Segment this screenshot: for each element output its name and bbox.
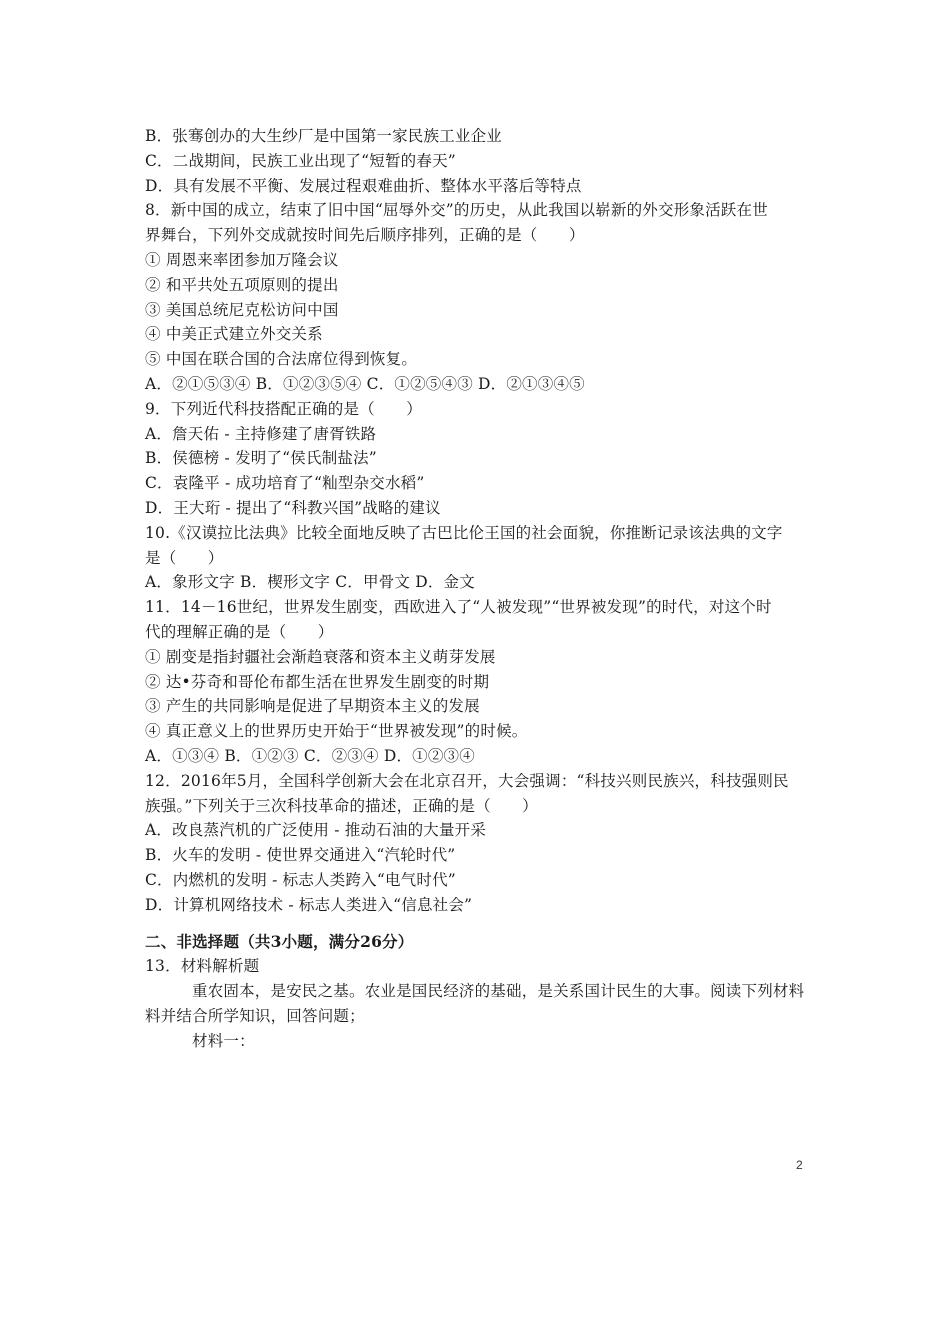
q11-item-3: ③ 产生的共同影响是促进了早期资本主义的发展 — [145, 697, 480, 716]
q9-option-d: D．王大珩 - 提出了“科教兴国”战略的建议 — [145, 498, 441, 517]
q8-stem: 8．新中国的成立，结束了旧中国“屈辱外交”的历史，从此我国以崭新的外交形象活跃在世 — [145, 201, 768, 220]
section-heading: 二、非选择题（共3小题，满分26分） — [145, 931, 414, 951]
q11-options: A．①③④ B．①②③ C．②③④ D．①②③④ — [145, 746, 475, 765]
q7-option-d: D．具有发展不平衡、发展过程艰难曲折、整体水平落后等特点 — [145, 176, 582, 195]
q8-item-4: ④ 中美正式建立外交关系 — [145, 325, 323, 344]
q8-item-2: ② 和平共处五项原则的提出 — [145, 275, 339, 294]
q13-intro: 重农固本，是安民之基。农业是国民经济的基础，是关系国计民生的大事。阅读下列材料 — [192, 982, 805, 1001]
q12-option-a: A．改良蒸汽机的广泛使用 - 推动石油的大量开采 — [145, 821, 487, 840]
q7-option-c: C．二战期间，民族工业出现了“短暂的春天” — [145, 151, 456, 170]
page-number: 2 — [796, 1158, 803, 1172]
q13-intro-cont: 料并结合所学知识，回答问题； — [145, 1006, 365, 1025]
q9-option-c: C．袁隆平 - 成功培育了“籼型杂交水稻” — [145, 474, 425, 493]
q8-item-1: ① 周恩来率团参加万隆会议 — [145, 250, 339, 269]
q9-stem: 9．下列近代科技搭配正确的是（ ） — [145, 399, 422, 418]
section-spacer — [145, 918, 815, 930]
q11-item-2: ② 达•芬奇和哥伦布都生活在世界发生剧变的时期 — [145, 672, 490, 691]
q12-stem: 12．2016年5月，全国科学创新大会在北京召开，大会强调：“科技兴则民族兴，科技强则民 — [145, 771, 789, 790]
q8-stem-cont: 界舞台，下列外交成就按时间先后顺序排列，正确的是（ ） — [145, 226, 585, 245]
q7-option-b: B．张骞创办的大生纱厂是中国第一家民族工业企业 — [145, 127, 502, 145]
q12-option-d: D．计算机网络技术 - 标志人类进入“信息社会” — [145, 895, 473, 914]
q8-item-5: ⑤ 中国在联合国的合法席位得到恢复。 — [145, 350, 418, 369]
q10-stem-cont: 是（ ） — [145, 548, 224, 567]
q11-item-1: ① 剧变是指封疆社会渐趋衰落和资本主义萌芽发展 — [145, 647, 496, 666]
q13-material-label: 材料一： — [192, 1031, 255, 1050]
q9-option-a: A．詹天佑 - 主持修建了唐胥铁路 — [145, 424, 377, 443]
q11-stem: 11．14－16世纪，世界发生剧变，西欧进入了“人被发现”“世界被发现”的时代，对这个时 — [145, 598, 772, 617]
q11-stem-cont: 代的理解正确的是（ ） — [145, 622, 334, 641]
q8-item-3: ③ 美国总统尼克松访问中国 — [145, 300, 339, 319]
q10-options: A．象形文字 B．楔形文字 C．甲骨文 D．金文 — [145, 573, 475, 592]
q9-option-b: B．侯德榜 - 发明了“侯氏制盐法” — [145, 449, 377, 468]
q13-title: 13．材料解析题 — [145, 957, 260, 976]
q12-option-b: B．火车的发明 - 使世界交通进入“汽轮时代” — [145, 846, 456, 865]
q10-stem: 10.《汉谟拉比法典》比较全面地反映了古巴比伦王国的社会面貌，你推断记录该法典的文字 — [145, 523, 783, 542]
q12-option-c: C．内燃机的发明 - 标志人类跨入“电气时代” — [145, 870, 456, 889]
document-body — [145, 124, 815, 1053]
q8-options: A．②①⑤③④ B．①②③⑤④ C．①②⑤④③ D．②①③④⑤ — [145, 374, 585, 393]
q12-stem-cont: 族强。”下列关于三次科技革命的描述，正确的是（ ） — [145, 796, 538, 815]
q11-item-4: ④ 真正意义上的世界历史开始于“世界被发现”的时候。 — [145, 722, 528, 741]
